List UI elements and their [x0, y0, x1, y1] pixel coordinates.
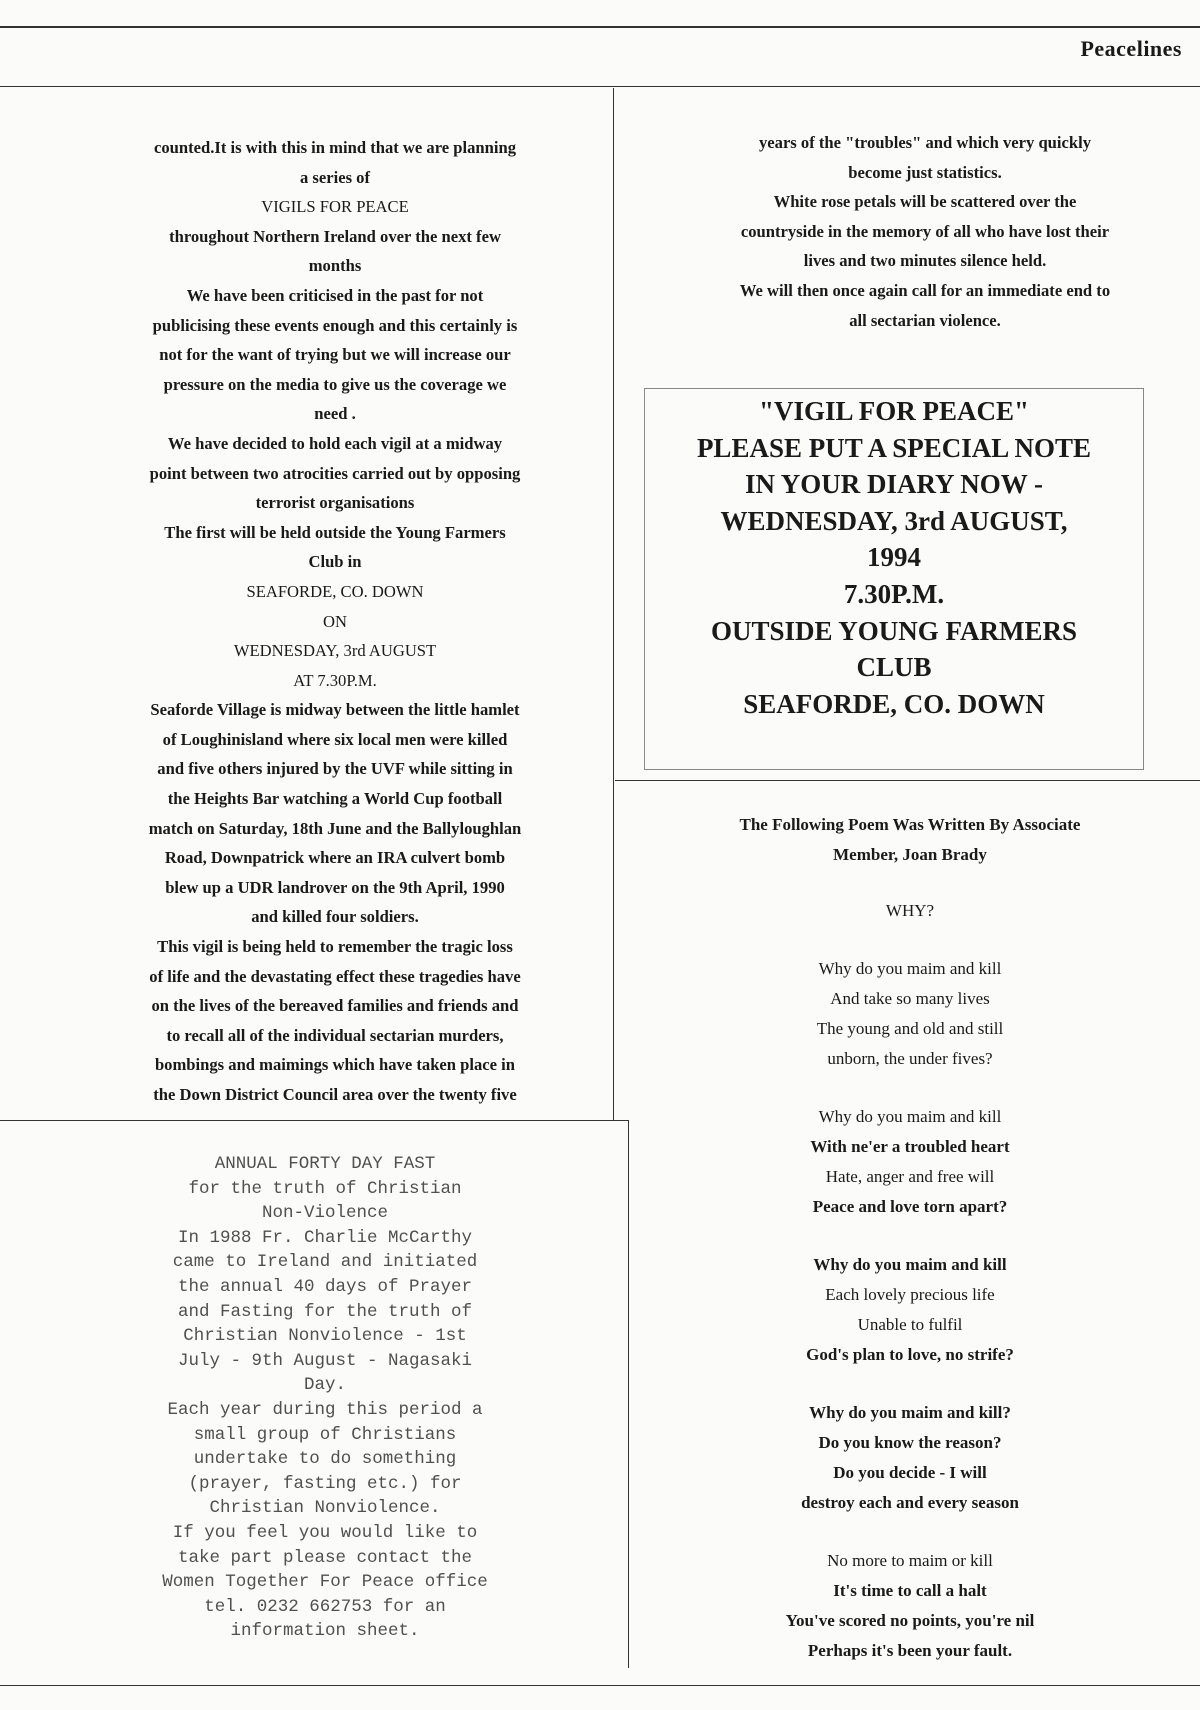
poem-line: Why do you maim and kill — [818, 959, 1002, 978]
fast-line: small group of Christians — [193, 1424, 457, 1445]
right-section-divider — [615, 780, 1200, 781]
vigil-notice-box — [644, 388, 1144, 770]
notice-line: "VIGIL FOR PEACE" — [758, 396, 1029, 426]
vigils-article — [55, 133, 615, 1110]
fast-line: (prayer, fasting etc.) for — [188, 1473, 462, 1494]
poem-line: Each lovely precious life — [825, 1285, 995, 1304]
article-line: blew up a UDR landrover on the 9th April, 1990 — [165, 877, 505, 897]
article-line: a series of — [299, 167, 371, 187]
fast-line: If you feel you would like to — [172, 1522, 478, 1543]
article-line: become just statistics. — [848, 162, 1002, 182]
poem-line: Why do you maim and kill — [818, 1107, 1002, 1126]
notice-line: IN YOUR DIARY NOW - — [744, 469, 1044, 500]
fast-line: July - 9th August - Nagasaki — [177, 1350, 473, 1371]
article-line: The first will be held outside the Young Farmers — [164, 522, 506, 542]
article-line: and killed four soldiers. — [251, 907, 419, 927]
article-line: the Down District Council area over the twenty five — [153, 1085, 517, 1104]
fast-line: Christian Nonviolence - 1st — [183, 1326, 467, 1347]
poem-intro: The Following Poem Was Written By Associate — [739, 815, 1081, 834]
article-line: White rose petals will be scattered over the — [773, 192, 1077, 212]
notice-line: 7.30P.M. — [843, 578, 945, 609]
fast-line: Christian Nonviolence. — [209, 1498, 441, 1519]
article-line: point between two atrocities carried out by opposing — [149, 463, 521, 483]
fast-line: Day. — [303, 1375, 346, 1396]
fast-line: and Fasting for the truth of — [177, 1301, 473, 1322]
article-line: bombings and maimings which have taken place in — [154, 1055, 516, 1075]
article-line: years of the "troubles" and which very quickly — [758, 133, 1092, 152]
fast-line: Women Together For Peace office — [162, 1572, 488, 1593]
poem-line: No more to maim or kill — [827, 1551, 993, 1570]
article-line: and five others injured by the UVF while sitting in — [157, 759, 513, 779]
article-line: need . — [314, 404, 356, 424]
article-line: publicising these events enough and this certainly is — [152, 315, 518, 335]
article-line: This vigil is being held to remember the tragic loss — [157, 937, 513, 957]
poem-line: Peace and love torn apart? — [812, 1197, 1008, 1216]
notice-line: PLEASE PUT A SPECIAL NOTE — [696, 432, 1092, 463]
fast-line: ANNUAL FORTY DAY FAST — [214, 1154, 436, 1174]
notice-line: SEAFORDE, CO. DOWN — [743, 688, 1045, 719]
masthead-title: Peacelines — [1080, 36, 1182, 61]
article-line: terrorist organisations — [255, 493, 415, 513]
fast-line: undertake to do something — [193, 1449, 457, 1470]
poem-line: Do you know the reason? — [818, 1433, 1002, 1452]
poem-line: destroy each and every season — [801, 1493, 1019, 1512]
article-line: We have been criticised in the past for not — [186, 285, 484, 305]
article-line: ON — [323, 611, 347, 631]
article-line: AT 7.30P.M. — [293, 670, 377, 690]
right-column-divider — [628, 1120, 629, 1668]
article-line: to recall all of the individual sectarian murders, — [166, 1025, 504, 1045]
notice-line: CLUB — [856, 652, 932, 683]
article-line: WEDNESDAY, 3rd AUGUST — [233, 641, 437, 661]
poem-intro: Member, Joan Brady — [833, 845, 987, 864]
poem-stanza — [640, 1102, 1180, 1222]
article-line: countryside in the memory of all who have lost their — [740, 221, 1110, 241]
poem-stanza — [640, 1250, 1180, 1370]
fast-line: Non-Violence — [261, 1203, 389, 1224]
article-line: of life and the devastating effect these tragedies have — [149, 966, 521, 986]
poem-line: It's time to call a halt — [833, 1581, 987, 1600]
left-section-divider — [0, 1120, 628, 1121]
vigils-article-continued — [645, 128, 1200, 335]
poem-line: unborn, the under fives? — [827, 1049, 993, 1068]
poem-line: Unable to fulfil — [857, 1315, 963, 1334]
poem-line: And take so many lives — [830, 989, 990, 1008]
top-rule — [0, 26, 1200, 28]
poem-stanza — [640, 1546, 1180, 1666]
masthead-rule — [0, 86, 1200, 87]
article-line: on the lives of the bereaved families and friends and — [151, 996, 519, 1016]
notice-line: OUTSIDE YOUNG FARMERS — [710, 615, 1078, 646]
notice-line: WEDNESDAY, 3rd AUGUST, — [720, 505, 1068, 536]
article-line: SEAFORDE, CO. DOWN — [246, 581, 424, 601]
poem-stanza — [640, 1398, 1180, 1518]
fast-line: the annual 40 days of Prayer — [177, 1276, 473, 1297]
poem-line: God's plan to love, no strife? — [806, 1345, 1014, 1364]
article-line: lives and two minutes silence held. — [803, 251, 1047, 271]
poem-line: You've scored no points, you're nil — [785, 1611, 1035, 1630]
article-line: pressure on the media to give us the coverage we — [163, 374, 507, 394]
article-line: of Loughinisland where six local men were killed — [162, 729, 508, 749]
fast-line: In 1988 Fr. Charlie McCarthy — [177, 1227, 473, 1248]
poem-line: Perhaps it's been your fault. — [807, 1641, 1013, 1660]
article-line: match on Saturday, 18th June and the Ballyloughlan — [148, 818, 522, 838]
article-line: months — [308, 256, 362, 276]
poem-section — [640, 810, 1180, 1666]
article-line: throughout Northern Ireland over the next few — [169, 226, 501, 246]
article-line: the Heights Bar watching a World Cup football — [167, 789, 503, 809]
fast-line: take part please contact the — [177, 1547, 473, 1568]
article-line: We will then once again call for an immediate end to — [739, 280, 1111, 300]
article-line: VIGILS FOR PEACE — [261, 197, 409, 217]
article-line: counted.It is with this in mind that we are planning — [153, 138, 517, 157]
poem-stanza — [640, 954, 1180, 1074]
poem-title: WHY? — [885, 901, 935, 920]
bottom-rule — [0, 1685, 1200, 1686]
fast-line: came to Ireland and initiated — [172, 1252, 478, 1273]
article-line: Club in — [308, 552, 362, 572]
forty-day-fast-notice — [60, 1152, 590, 1644]
poem-line: With ne'er a troubled heart — [810, 1137, 1010, 1156]
poem-line: Hate, anger and free will — [825, 1167, 995, 1186]
fast-line: tel. 0232 662753 for an — [204, 1596, 446, 1617]
article-line: We have decided to hold each vigil at a midway — [167, 433, 503, 453]
fast-line: for the truth of Christian — [188, 1178, 462, 1199]
poem-line: The young and old and still — [816, 1019, 1004, 1038]
article-line: all sectarian violence. — [849, 310, 1001, 330]
article-line: not for the want of trying but we will increase our — [159, 345, 511, 365]
fast-line: Each year during this period a — [167, 1399, 483, 1420]
poem-line: Do you decide - I will — [833, 1463, 987, 1482]
fast-line: information sheet. — [230, 1621, 420, 1642]
article-line: Seaforde Village is midway between the little hamlet — [150, 700, 520, 720]
poem-line: Why do you maim and kill — [813, 1255, 1007, 1274]
notice-line: 1994 — [867, 542, 921, 573]
poem-line: Why do you maim and kill? — [809, 1403, 1011, 1422]
article-line: Road, Downpatrick where an IRA culvert bomb — [164, 848, 506, 868]
